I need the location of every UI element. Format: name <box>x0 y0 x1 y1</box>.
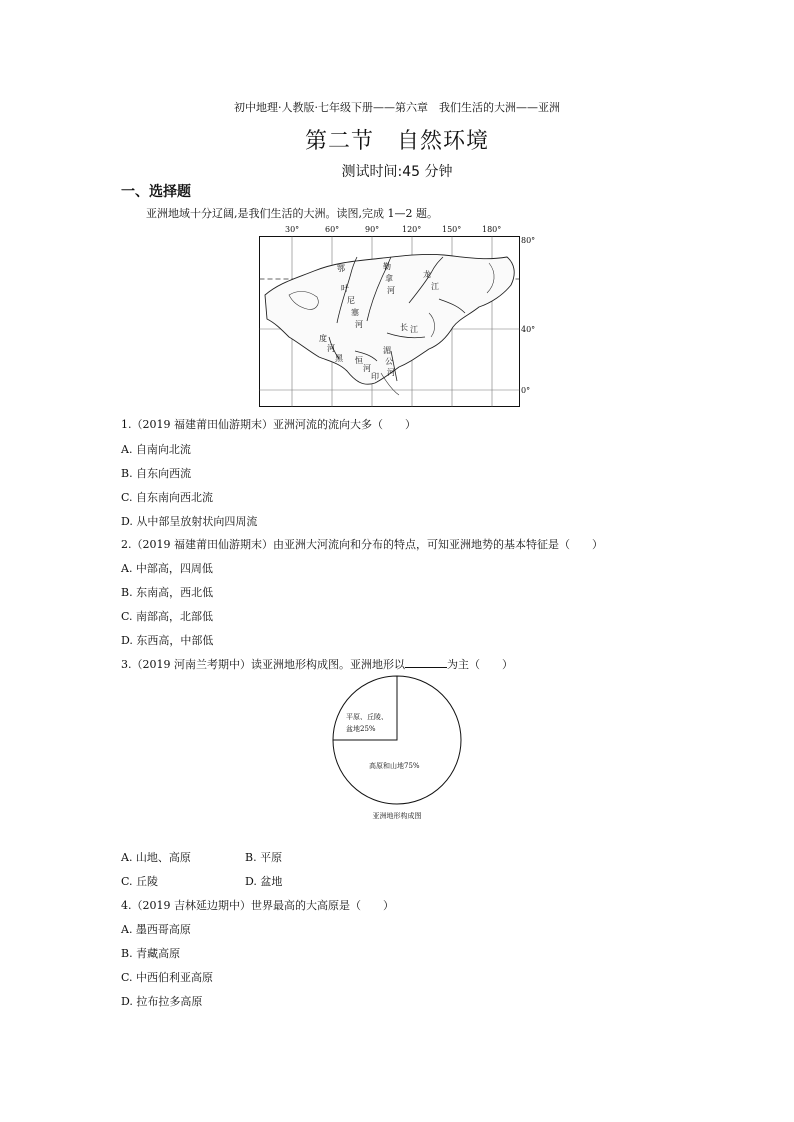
lat-label-80: 80° <box>521 236 536 245</box>
landform-pie-chart <box>325 673 470 823</box>
map-label: 河 <box>387 368 395 377</box>
q4-option-d: D. 拉布拉多高原 <box>121 995 203 1008</box>
asia-river-map <box>259 233 544 409</box>
map-label: 河 <box>363 364 371 373</box>
map-label: 度 <box>319 334 327 343</box>
map-label: 拿 <box>385 274 393 283</box>
map-label: 河 <box>355 320 363 329</box>
q1-option-c: C. 自东南向西北流 <box>121 491 214 504</box>
question-3 <box>121 656 513 672</box>
test-time: 测试时间:45 分钟 <box>341 164 453 180</box>
q1-option-a: A. 自南向北流 <box>121 443 191 456</box>
map-label: 塞 <box>351 308 359 317</box>
lon-label-180: 180° <box>482 225 502 234</box>
map-label: 江 <box>431 282 439 291</box>
lat-label-0: 0° <box>521 386 531 395</box>
q4-option-a: A. 墨西哥高原 <box>121 923 191 936</box>
q2-option-a: A. 中部高，四周低 <box>121 562 213 575</box>
q3-option-a: A. 山地、高原 <box>121 851 191 864</box>
map-label: 黑 <box>335 354 343 363</box>
lon-label-30: 30° <box>285 225 300 234</box>
lat-label-40: 40° <box>521 325 536 334</box>
lon-label-90: 90° <box>365 225 380 234</box>
map-label: 印 <box>371 372 379 381</box>
answer-blank <box>405 657 447 668</box>
slice-label-plateaus: 高原和山地75% <box>369 762 420 770</box>
map-label: 湄 <box>383 346 391 355</box>
map-label: 恒 <box>355 356 363 365</box>
map-label: 河 <box>327 344 335 353</box>
question-1: 1.（2019 福建莆田仙游期末）亚洲河流的流向大多（ ） <box>121 418 416 431</box>
map-label: 江 <box>410 325 418 334</box>
q3-option-d: D. 盆地 <box>245 875 283 888</box>
slice-label-plains-line2: 盆地25% <box>346 725 376 733</box>
map-label: 河 <box>387 286 395 295</box>
q3-option-b: B. 平原 <box>245 851 283 864</box>
map-label: 勒 <box>383 262 391 271</box>
q3-stem-start: 3.（2019 河南兰考期中）读亚洲地形构成图。亚洲地形以 <box>121 658 405 671</box>
map-label: 龙 <box>423 270 431 279</box>
lon-label-60: 60° <box>325 225 340 234</box>
q1-option-d: D. 从中部呈放射状向四周流 <box>121 515 258 528</box>
page-header: 初中地理·人教版·七年级下册——第六章 我们生活的大洲——亚洲 <box>234 101 560 114</box>
q1-option-b: B. 自东向西流 <box>121 467 192 480</box>
q2-option-b: B. 东南高，西北低 <box>121 586 214 599</box>
intro-text: 亚洲地域十分辽阔,是我们生活的大洲。读图,完成 1—2 题。 <box>146 207 438 220</box>
page-title: 第二节 自然环境 <box>304 129 489 154</box>
map-label: 公 <box>385 357 393 366</box>
longitude-labels <box>284 225 524 235</box>
map-label: 长 <box>400 323 408 332</box>
lon-label-150: 150° <box>442 225 462 234</box>
q2-option-d: D. 东西高，中部低 <box>121 634 214 647</box>
pie-chart-title: 亚洲地形构成图 <box>372 812 422 820</box>
question-4: 4.（2019 吉林延边期中）世界最高的大高原是（ ） <box>121 899 394 912</box>
map-label: 叶 <box>341 284 349 293</box>
q4-option-c: C. 中西伯利亚高原 <box>121 971 214 984</box>
q2-option-c: C. 南部高，北部低 <box>121 610 214 623</box>
lon-label-120: 120° <box>402 225 422 234</box>
question-2: 2.（2019 福建莆田仙游期末）由亚洲大河流向和分布的特点，可知亚洲地势的基本特征是（ ） <box>121 538 603 551</box>
section-heading: 一、选择题 <box>121 184 191 200</box>
q4-option-b: B. 青藏高原 <box>121 947 181 960</box>
q3-stem-end: 为主（ ） <box>446 658 513 671</box>
map-label: 鄂 <box>337 264 345 273</box>
q3-option-c: C. 丘陵 <box>121 875 159 888</box>
slice-label-plains-line1: 平原、丘陵、 <box>346 713 388 721</box>
map-label: 尼 <box>347 296 355 305</box>
